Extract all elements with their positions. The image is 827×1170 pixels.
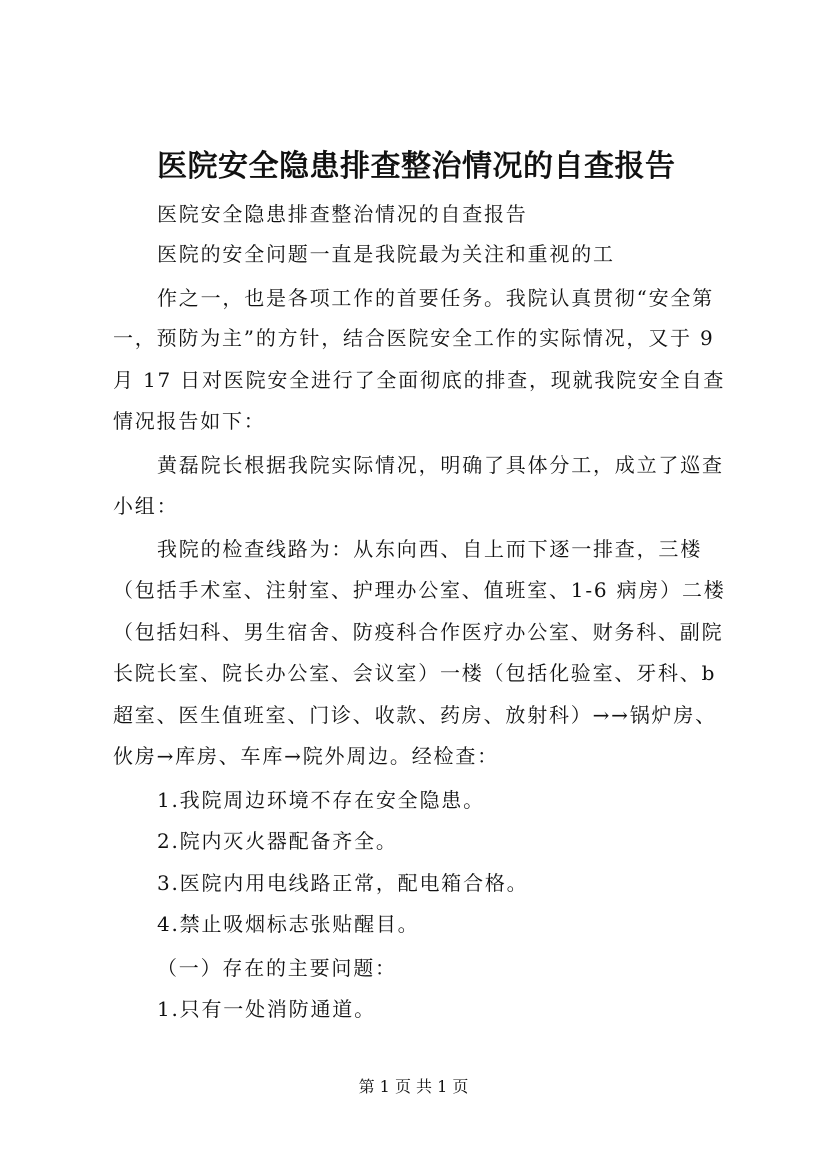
paragraph-line: 医院的安全问题一直是我院最为关注和重视的工 <box>157 242 615 266</box>
paragraph-line: 我院的检查线路为：从东向西、自上而下逐一排查，三楼 <box>157 537 702 561</box>
subtitle-line: 医院安全隐患排查整治情况的自查报告 <box>157 202 528 226</box>
paragraph-line: 一，预防为主”的方针，结合医院安全工作的实际情况，又于 9 <box>113 326 715 350</box>
paragraph-line: 伙房→库房、车库→院外周边。经检查： <box>113 744 499 768</box>
paragraph-line: （包括妇科、男生宿舍、防疫科合作医疗办公室、财务科、副院 <box>113 620 724 644</box>
paragraph-line: 长院长室、院长办公室、会议室）一楼（包括化验室、牙科、b <box>113 661 717 685</box>
section-heading: （一）存在的主要问题： <box>157 956 397 980</box>
paragraph-line: 月 17 日对医院安全进行了全面彻底的排查，现就我院安全自查 <box>113 368 726 392</box>
paragraph-line: 小组： <box>113 494 179 518</box>
list-item: 2.院内灭火器配备齐全。 <box>157 829 398 853</box>
list-item: 1.只有一处消防通道。 <box>157 997 376 1021</box>
paragraph-line: （包括手术室、注射室、护理办公室、值班室、1-6 病房）二楼 <box>113 578 726 602</box>
paragraph-line: 情况报告如下： <box>113 409 266 433</box>
paragraph-line: 作之一，也是各项工作的首要任务。我院认真贯彻“安全第 <box>157 286 715 310</box>
list-item: 3.医院内用电线路正常，配电箱合格。 <box>157 871 529 895</box>
list-item: 1.我院周边环境不存在安全隐患。 <box>157 788 485 812</box>
page-footer: 第 1 页 共 1 页 <box>358 1077 469 1096</box>
paragraph-line: 超室、医生值班室、门诊、收款、药房、放射科）→→锅炉房、 <box>113 703 717 727</box>
document-title: 医院安全隐患排查整治情况的自查报告 <box>157 149 676 184</box>
list-item: 4.禁止吸烟标志张贴醒目。 <box>157 912 420 936</box>
paragraph-line: 黄磊院长根据我院实际情况，明确了具体分工，成立了巡查 <box>157 453 724 477</box>
